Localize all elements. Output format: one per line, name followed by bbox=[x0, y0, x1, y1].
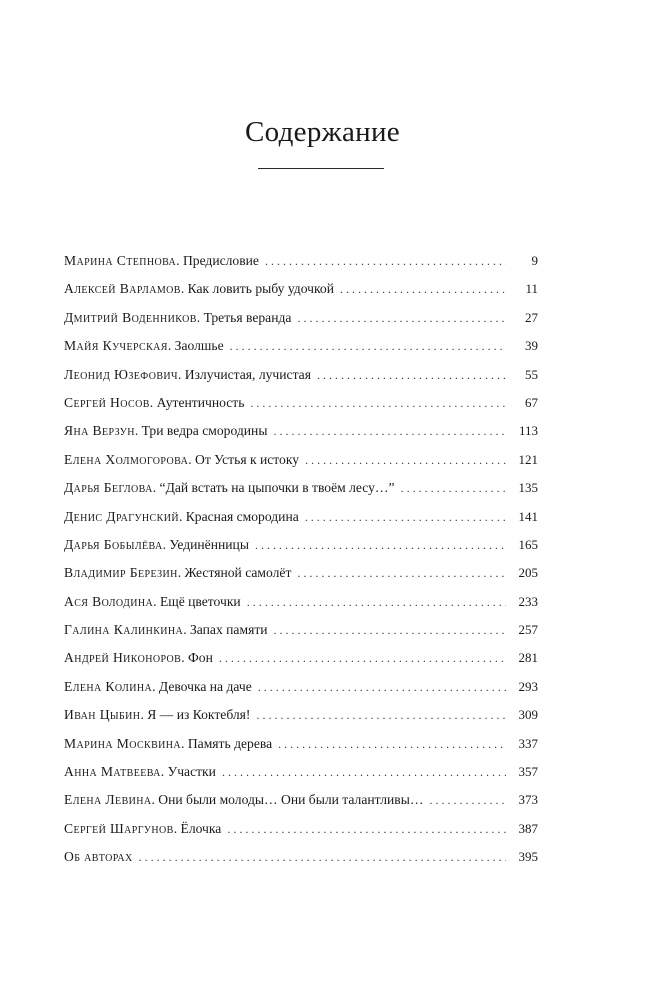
toc-entry-separator: . bbox=[181, 650, 189, 666]
toc-entry-separator: . bbox=[152, 480, 160, 496]
toc-entry-author: Андрей Никоноров bbox=[64, 650, 182, 666]
toc-entry-page-number: 205 bbox=[518, 565, 538, 581]
toc-entry-author: Сергей Шаргунов bbox=[64, 820, 174, 836]
toc-entry-page-number: 233 bbox=[518, 593, 538, 609]
toc-entry-title: Как ловить рыбу удочкой bbox=[187, 281, 334, 297]
toc-entry-author: Иван Цыбин bbox=[64, 707, 141, 723]
toc-entry-author: Ася Володина bbox=[64, 593, 154, 609]
toc-dot-leader bbox=[250, 396, 506, 411]
toc-entry-title: Память дерева bbox=[187, 735, 273, 751]
toc-entry-author: Денис Драгунский bbox=[64, 508, 179, 524]
toc-entry-page-number: 141 bbox=[518, 508, 538, 524]
toc-entry-title: Запах памяти bbox=[189, 622, 268, 638]
toc-entry-separator: . bbox=[180, 281, 188, 297]
toc-entry-page-number: 281 bbox=[518, 650, 538, 666]
toc-entry[interactable] bbox=[64, 707, 538, 735]
toc-entry-separator: . bbox=[160, 764, 168, 780]
toc-dot-leader bbox=[278, 737, 506, 752]
toc-entry[interactable] bbox=[64, 821, 538, 849]
toc-entry-separator: . bbox=[176, 253, 183, 268]
toc-dot-leader bbox=[139, 850, 506, 865]
toc-entry-page-number: 387 bbox=[518, 820, 538, 836]
toc-entry-page-number: 337 bbox=[518, 735, 538, 751]
toc-entry-author: Сергей Носов bbox=[64, 394, 150, 410]
toc-entry[interactable] bbox=[64, 423, 538, 451]
toc-entry-separator: . bbox=[167, 338, 175, 354]
toc-dot-leader bbox=[219, 651, 506, 666]
toc-entry-separator: . bbox=[134, 423, 142, 439]
toc-entry-separator: . bbox=[140, 707, 148, 723]
toc-entry-separator: . bbox=[152, 678, 159, 694]
toc-entry[interactable] bbox=[64, 480, 538, 508]
toc-entry-page-number: 39 bbox=[525, 338, 538, 354]
toc-dot-leader bbox=[265, 254, 506, 269]
toc-entry-separator: . bbox=[178, 508, 186, 524]
toc-entry[interactable] bbox=[64, 650, 538, 678]
toc-entry-author: Елена Левина bbox=[64, 792, 152, 808]
toc-entry-title: Уединённицы bbox=[169, 536, 249, 552]
toc-entry-separator: . bbox=[177, 366, 185, 382]
toc-entry[interactable] bbox=[64, 338, 538, 366]
toc-entry-separator: . bbox=[153, 593, 160, 609]
toc-entry-title: Ещё цветочки bbox=[159, 593, 241, 609]
toc-entry-page-number: 67 bbox=[525, 394, 538, 410]
table-of-contents bbox=[64, 253, 538, 878]
toc-entry-title: Аутентичность bbox=[156, 394, 245, 410]
toc-entry-author: Об авторах bbox=[64, 849, 133, 865]
toc-entry-title: Предисловие bbox=[182, 253, 259, 268]
toc-entry-separator: . bbox=[151, 792, 159, 808]
toc-entry-page-number: 309 bbox=[518, 707, 538, 723]
toc-entry[interactable] bbox=[64, 622, 538, 650]
toc-entry[interactable] bbox=[64, 565, 538, 593]
toc-entry-page-number: 373 bbox=[518, 792, 538, 808]
toc-entry-author: Дмитрий Воденников bbox=[64, 309, 197, 325]
toc-entry[interactable] bbox=[64, 764, 538, 792]
toc-dot-leader bbox=[230, 339, 506, 354]
toc-entry-author: Марина Москвина bbox=[64, 735, 182, 751]
toc-entry-separator: . bbox=[188, 451, 195, 467]
toc-dot-leader bbox=[247, 595, 506, 610]
toc-entry-separator: . bbox=[149, 394, 157, 410]
toc-entry-title: От Устья к истоку bbox=[195, 451, 300, 467]
toc-entry-title: Девочка на даче bbox=[158, 678, 252, 694]
toc-dot-leader bbox=[317, 368, 506, 383]
toc-dot-leader bbox=[255, 538, 506, 553]
toc-entry[interactable] bbox=[64, 395, 538, 423]
toc-entry-author: Дарья Беглова bbox=[64, 480, 153, 496]
toc-entry[interactable] bbox=[64, 537, 538, 565]
toc-entry-title: Они были молоды… Они были талантливы… bbox=[158, 792, 424, 808]
toc-dot-leader bbox=[256, 708, 506, 723]
toc-entry-separator: . bbox=[162, 536, 170, 552]
toc-dot-leader bbox=[274, 623, 506, 638]
toc-entry[interactable] bbox=[64, 281, 538, 309]
toc-entry[interactable] bbox=[64, 792, 538, 820]
toc-entry-author: Леонид Юзефович bbox=[64, 366, 178, 382]
toc-entry[interactable] bbox=[64, 253, 538, 281]
toc-entry[interactable] bbox=[64, 594, 538, 622]
toc-entry[interactable] bbox=[64, 736, 538, 764]
toc-entry-page-number: 27 bbox=[525, 309, 538, 325]
toc-dot-leader bbox=[297, 311, 506, 326]
toc-entry-separator: . bbox=[181, 735, 188, 751]
toc-entry-page-number: 165 bbox=[518, 536, 538, 552]
toc-entry[interactable] bbox=[64, 367, 538, 395]
toc-entry-title: Я — из Коктебля! bbox=[147, 707, 251, 723]
toc-entry-author: Елена Холмогорова bbox=[64, 451, 189, 467]
toc-entry-page-number: 357 bbox=[518, 764, 538, 780]
toc-entry-author: Алексей Варламов bbox=[64, 281, 181, 297]
toc-entry[interactable] bbox=[64, 310, 538, 338]
toc-dot-leader bbox=[227, 822, 506, 837]
toc-dot-leader bbox=[273, 424, 506, 439]
toc-entry[interactable] bbox=[64, 452, 538, 480]
toc-entry-page-number: 11 bbox=[525, 281, 538, 297]
toc-entry-title: Фон bbox=[188, 650, 213, 666]
toc-dot-leader bbox=[222, 765, 506, 780]
toc-dot-leader bbox=[340, 282, 506, 297]
toc-entry-page-number: 395 bbox=[518, 849, 538, 865]
toc-entry[interactable] bbox=[64, 849, 538, 877]
page-title: Содержание bbox=[245, 116, 400, 148]
toc-entry-title: Красная смородина bbox=[185, 508, 299, 524]
toc-entry-title: “Дай встать на цыпочки в твоём лесу…” bbox=[159, 480, 395, 496]
toc-entry-title: Третья веранда bbox=[203, 309, 292, 325]
toc-entry-title: Заолшье bbox=[174, 338, 224, 354]
toc-entry-separator: . bbox=[173, 820, 181, 836]
toc-dot-leader bbox=[401, 481, 506, 496]
toc-entry-title: Ёлочка bbox=[180, 820, 222, 836]
toc-dot-leader bbox=[305, 453, 506, 468]
toc-dot-leader bbox=[258, 680, 506, 695]
toc-entry-page-number: 135 bbox=[518, 480, 538, 496]
toc-dot-leader bbox=[305, 510, 506, 525]
toc-entry-separator: . bbox=[177, 565, 185, 581]
toc-entry-author: Дарья Бобылёва bbox=[64, 536, 163, 552]
toc-entry-page-number: 55 bbox=[525, 366, 538, 382]
toc-entry-page-number: 113 bbox=[518, 423, 538, 439]
toc-entry-separator: . bbox=[196, 309, 204, 325]
toc-entry-page-number: 9 bbox=[531, 253, 538, 268]
toc-entry-author: Яна Верзун bbox=[64, 423, 135, 439]
toc-entry-author: Майя Кучерская bbox=[64, 338, 168, 354]
toc-dot-leader bbox=[429, 793, 506, 808]
toc-entry-author: Галина Калинкина bbox=[64, 622, 184, 638]
toc-dot-leader bbox=[297, 566, 506, 581]
toc-entry-author: Анна Матвеева bbox=[64, 764, 161, 780]
title-underline bbox=[258, 168, 384, 169]
toc-entry[interactable] bbox=[64, 679, 538, 707]
toc-entry-author: Марина Степнова bbox=[64, 253, 177, 268]
toc-entry-title: Участки bbox=[167, 764, 216, 780]
toc-entry-title: Три ведра смородины bbox=[141, 423, 268, 439]
toc-entry-title: Излучистая, лучистая bbox=[184, 366, 311, 382]
toc-entry-page-number: 121 bbox=[518, 451, 538, 467]
toc-entry-author: Елена Колина bbox=[64, 678, 153, 694]
toc-entry-page-number: 257 bbox=[518, 622, 538, 638]
toc-entry-author: Владимир Березин bbox=[64, 565, 178, 581]
toc-entry-separator: . bbox=[183, 622, 190, 638]
toc-entry-page-number: 293 bbox=[518, 678, 538, 694]
toc-entry[interactable] bbox=[64, 509, 538, 537]
toc-entry-title: Жестяной самолёт bbox=[184, 565, 292, 581]
